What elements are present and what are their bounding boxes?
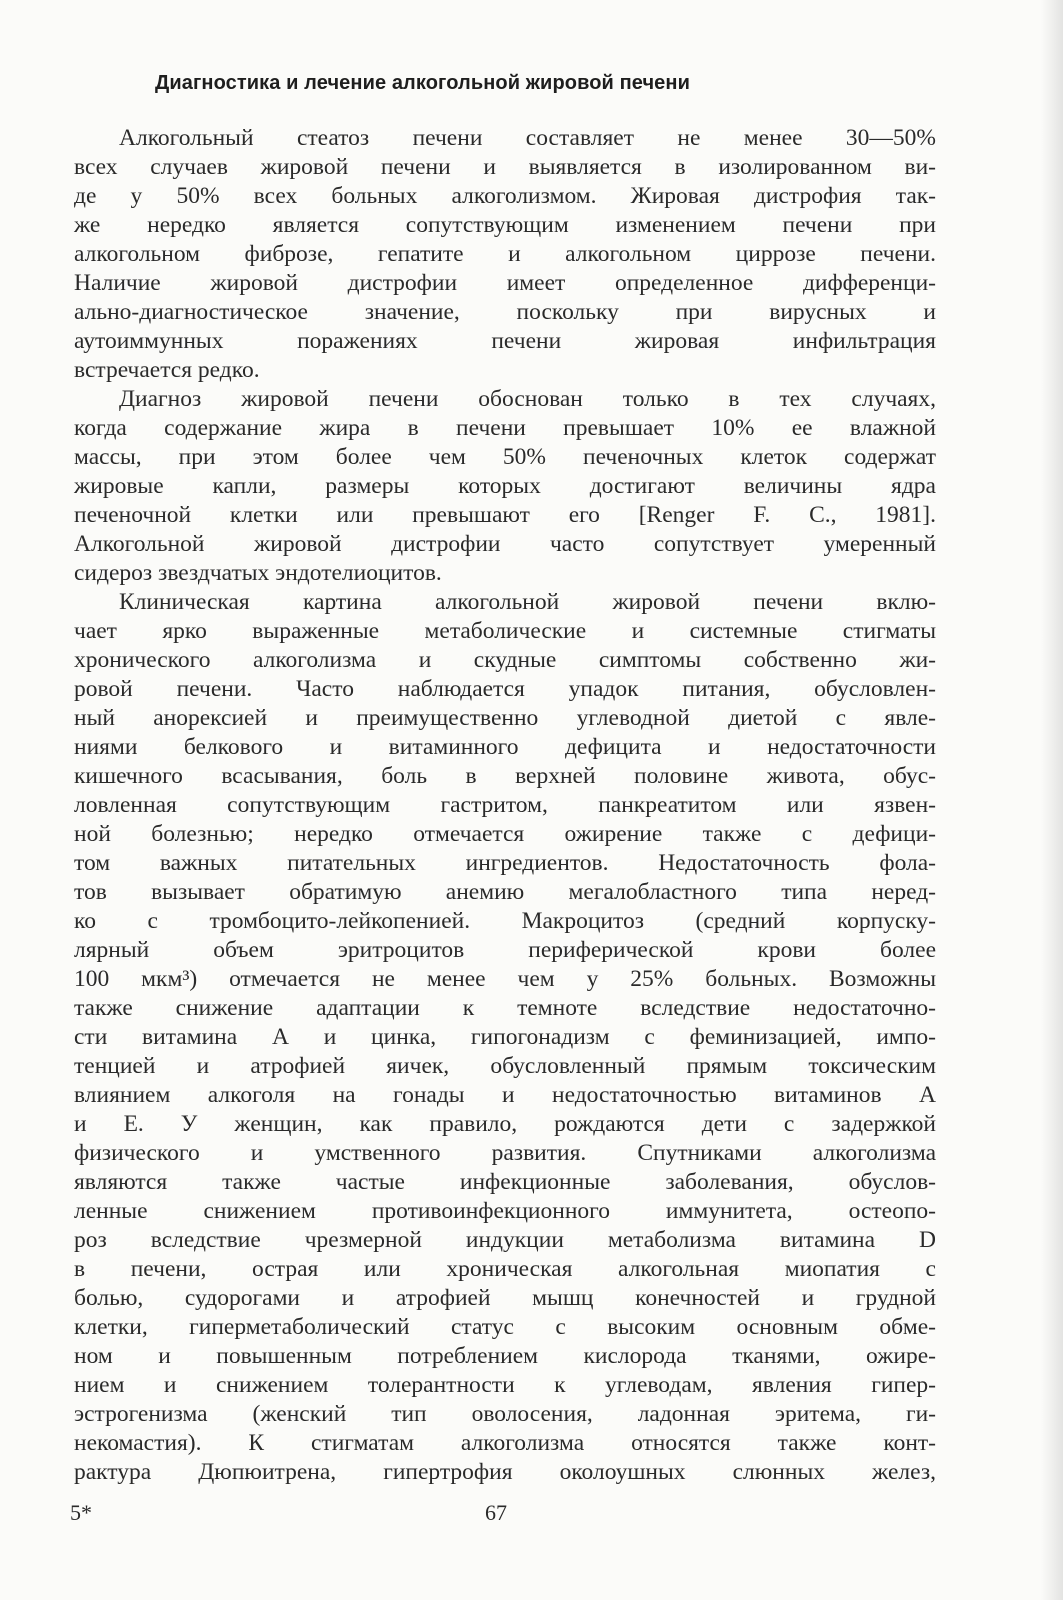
text-line: влиянием алкоголя на гонады и недостаточностью витаминов А [74, 1082, 936, 1108]
text-line: ловленная сопутствующим гастритом, панкреатитом или язвен- [74, 792, 936, 818]
text-line: являются также частые инфекционные заболевания, обуслов- [74, 1169, 936, 1195]
text-line: печеночной клетки или превышают его [Renger F. C., 1981]. [74, 502, 936, 528]
text-line: эстрогенизма (женский тип оволосения, ладонная эритема, ги- [74, 1401, 936, 1427]
text-line: том важных питательных ингредиентов. Недостаточность фола- [74, 850, 936, 876]
text-line: же нередко является сопутствующим изменением печени при [74, 212, 936, 238]
text-line: де у 50% всех больных алкоголизмом. Жировая дистрофия так- [74, 183, 936, 209]
text-line: Наличие жировой дистрофии имеет определенное дифференци- [74, 270, 936, 296]
text-line: болью, судорогами и атрофией мышц конечностей и грудной [74, 1285, 936, 1311]
text-line: ко с тромбоцито-лейкопенией. Макроцитоз (средний корпуску- [74, 908, 936, 934]
printer-signature-mark: 5* [70, 1500, 92, 1525]
text-line: Алкогольной жировой дистрофии часто сопутствует умеренный [74, 531, 936, 557]
text-line: встречается редко. [74, 357, 260, 383]
text-line: аутоиммунных поражениях печени жировая инфильтрация [74, 328, 936, 354]
text-line: ально-диагностическое значение, поскольку при вирусных и [74, 299, 936, 325]
text-line: сидероз звездчатых эндотелиоцитов. [74, 560, 442, 586]
text-line: когда содержание жира в печени превышает 10% ее влажной [74, 415, 936, 441]
page-number: 67 [485, 1500, 507, 1525]
text-line: тов вызывает обратимую анемию мегалобластного типа неред- [74, 879, 936, 905]
text-line: рактура Дюпюитрена, гипертрофия околоушных слюнных желез, [74, 1459, 936, 1485]
body-text [74, 124, 936, 1487]
section-heading: Диагностика и лечение алкогольной жировой печени [155, 72, 690, 94]
text-line: ной болезнью; нередко отмечается ожирение также с дефици- [74, 821, 936, 847]
text-line: алкогольном фиброзе, гепатите и алкогольном циррозе печени. [74, 241, 936, 267]
text-line: ном и повышенным потреблением кислорода тканями, ожире- [74, 1343, 936, 1369]
text-line: кишечного всасывания, боль в верхней половине живота, обус- [74, 763, 936, 789]
text-line: жировые капли, размеры которых достигают величины ядра [74, 473, 936, 499]
text-line: сти витамина А и цинка, гипогонадизм с феминизацией, импо- [74, 1024, 936, 1050]
text-line: ниями белкового и витаминного дефицита и недостаточности [74, 734, 936, 760]
text-line: некомастия). К стигматам алкоголизма относятся также конт- [74, 1430, 936, 1456]
text-line: роз вследствие чрезмерной индукции метаболизма витамина D [74, 1227, 936, 1253]
text-line: и Е. У женщин, как правило, рождаются дети с задержкой [74, 1111, 936, 1137]
text-line: также снижение адаптации к темноте вследствие недостаточно- [74, 995, 936, 1021]
text-line: в печени, острая или хроническая алкогольная миопатия с [74, 1256, 936, 1282]
text-line: ровой печени. Часто наблюдается упадок питания, обусловлен- [74, 676, 936, 702]
text-line: ленные снижением противоинфекционного иммунитета, остеопо- [74, 1198, 936, 1224]
text-line: хронического алкоголизма и скудные симптомы собственно жи- [74, 647, 936, 673]
text-line: всех случаев жировой печени и выявляется в изолированном ви- [74, 154, 936, 180]
text-line: физического и умственного развития. Спутниками алкоголизма [74, 1140, 936, 1166]
text-line: Клиническая картина алкогольной жировой печени вклю- [119, 589, 936, 615]
page-edge-shadow [1041, 0, 1063, 1600]
text-line: тенцией и атрофией яичек, обусловленный прямым токсическим [74, 1053, 936, 1079]
text-line: клетки, гиперметаболический статус с высоким основным обме- [74, 1314, 936, 1340]
text-line: ный анорексией и преимущественно углеводной диетой с явле- [74, 705, 936, 731]
text-line: 100 мкм³) отмечается не менее чем у 25% больных. Возможны [74, 966, 936, 992]
text-line: чает ярко выраженные метаболические и системные стигматы [74, 618, 936, 644]
text-line: Диагноз жировой печени обоснован только в тех случаях, [119, 386, 936, 412]
text-line: лярный объем эритроцитов периферической крови более [74, 937, 936, 963]
text-line: массы, при этом более чем 50% печеночных клеток содержат [74, 444, 936, 470]
text-line: Алкогольный стеатоз печени составляет не менее 30—50% [119, 125, 936, 151]
text-line: нием и снижением толерантности к углеводам, явления гипер- [74, 1372, 936, 1398]
